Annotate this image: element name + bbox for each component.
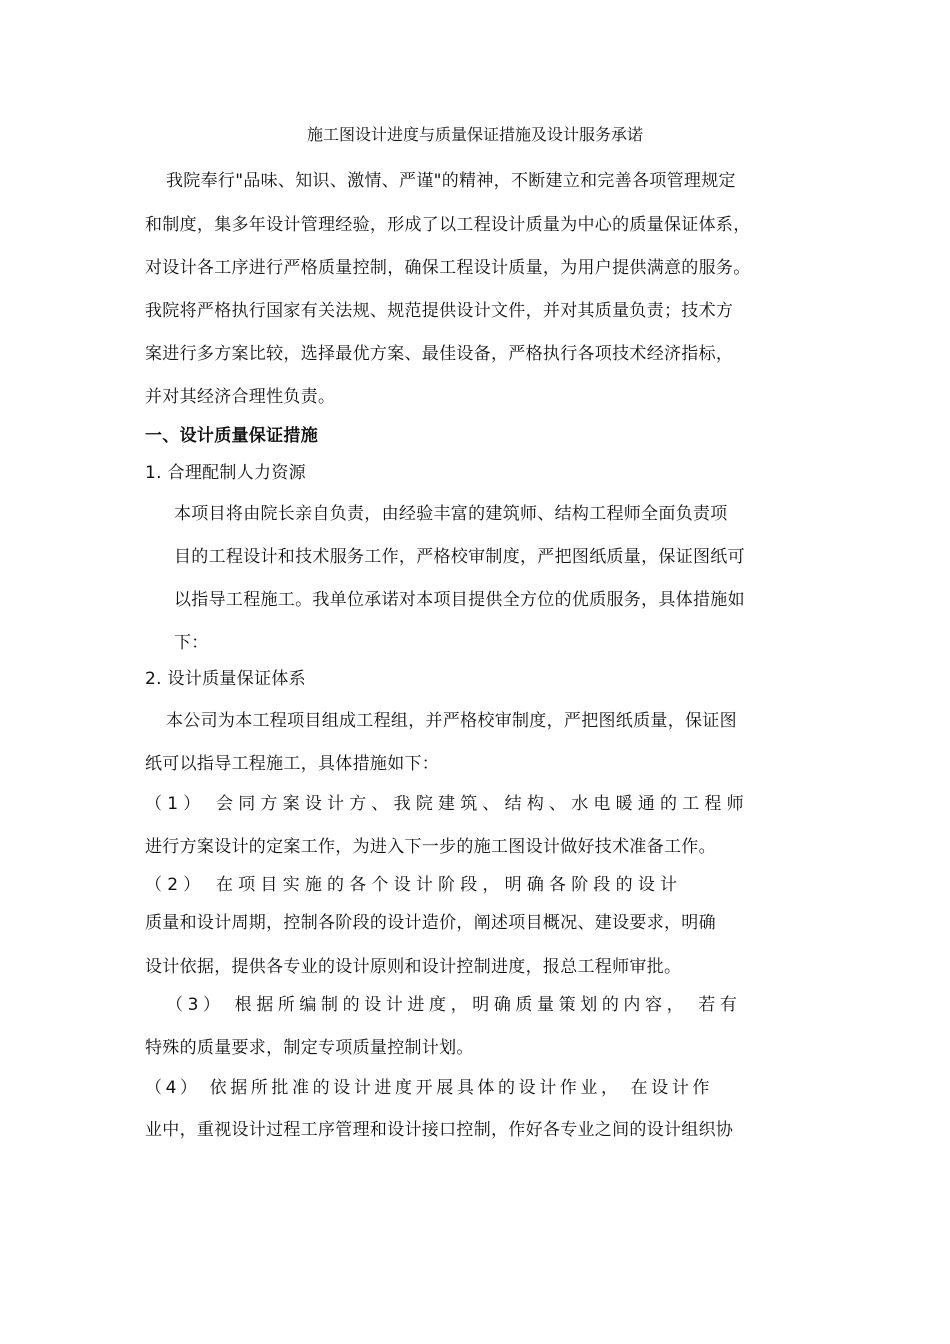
measure-line: 设计依据，提供各专业的设计原则和设计控制进度，报总工程师审批。 bbox=[145, 957, 682, 977]
item-text-line: 纸可以指导工程施工，具体措施如下： bbox=[145, 754, 440, 774]
item-text-line: 下： bbox=[174, 633, 209, 653]
item-text-line: 以指导工程施工。我单位承诺对本项目提供全方位的优质服务，具体措施如 bbox=[174, 590, 745, 610]
intro-line: 并对其经济合理性负责。 bbox=[145, 387, 336, 407]
measure-line: （2） 在项目实施的各个设计阶段，明确各阶段的设计 bbox=[145, 875, 683, 895]
intro-line: 对设计各工序进行严格质量控制，确保工程设计质量，为用户提供满意的服务。 bbox=[145, 258, 751, 278]
item-heading: 1. 合理配制人力资源 bbox=[145, 463, 306, 483]
measure-line: 业中，重视设计过程工序管理和设计接口控制，作好各专业之间的设计组织协 bbox=[145, 1120, 734, 1140]
document-title: 施工图设计进度与质量保证措施及设计服务承诺 bbox=[306, 125, 643, 144]
measure-line: 质量和设计周期，控制各阶段的设计造价，阐述项目概况、建设要求，明确 bbox=[145, 913, 716, 933]
section-heading: 一、设计质量保证措施 bbox=[145, 426, 318, 446]
measure-line: （1） 会同方案设计方、我院建筑、结构、水电暖通的工程师 bbox=[145, 794, 749, 814]
intro-line: 我院将严格执行国家有关法规、规范提供设计文件，并对其质量负责；技术方 bbox=[145, 301, 734, 321]
item-text-line: 本公司为本工程项目组成工程组，并严格校审制度，严把图纸质量，保证图 bbox=[166, 711, 737, 731]
measure-line: （4） 依据所批准的设计进度开展具体的设计作业， 在设计作 bbox=[145, 1078, 714, 1098]
item-text-line: 本项目将由院长亲自负责，由经验丰富的建筑师、结构工程师全面负责项 bbox=[174, 504, 728, 524]
measure-line: 进行方案设计的定案工作，为进入下一步的施工图设计做好技术准备工作。 bbox=[145, 837, 716, 857]
intro-line: 我院奉行"品味、知识、激情、严谨"的精神，不断建立和完善各项管理规定 bbox=[166, 171, 736, 191]
item-text-line: 目的工程设计和技术服务工作，严格校审制度，严把图纸质量，保证图纸可 bbox=[174, 547, 745, 567]
intro-line: 案进行多方案比较，选择最优方案、最佳设备，严格执行各项技术经济指标， bbox=[145, 344, 734, 364]
measure-line: （3） 根据所编制的设计进度，明确质量策划的内容， 若有 bbox=[166, 995, 742, 1015]
intro-line: 和制度，集多年设计管理经验，形成了以工程设计质量为中心的质量保证体系， bbox=[145, 215, 751, 235]
item-heading: 2. 设计质量保证体系 bbox=[145, 669, 306, 689]
measure-line: 特殊的质量要求，制定专项质量控制计划。 bbox=[145, 1038, 474, 1058]
